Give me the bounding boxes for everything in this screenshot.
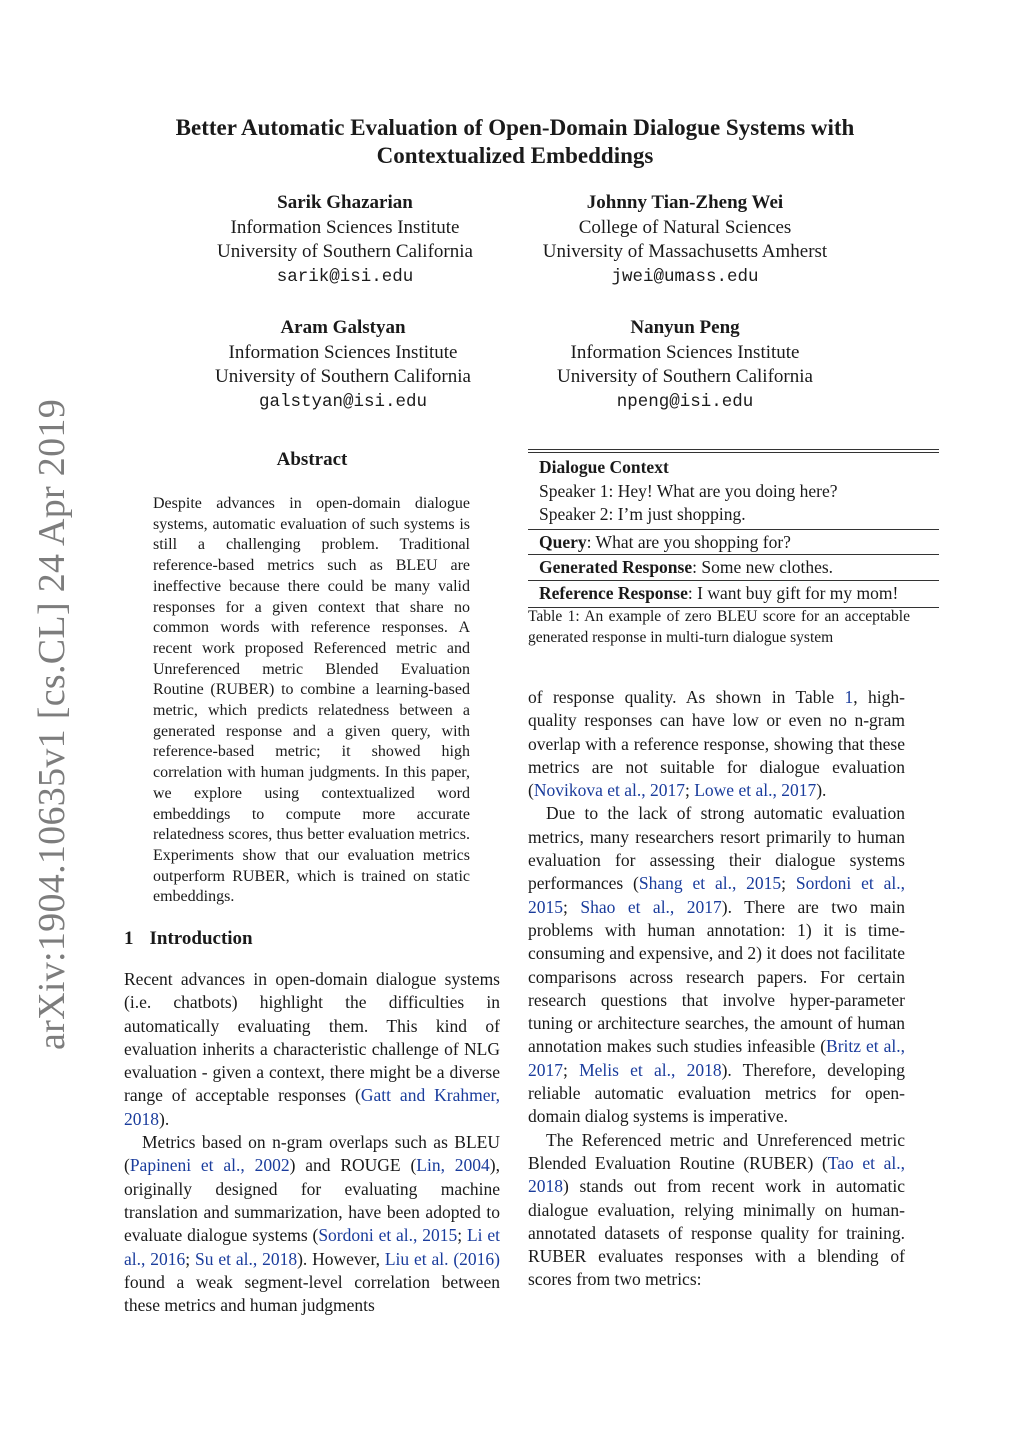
section-title: Introduction (149, 928, 253, 949)
table-label: Generated Response (539, 557, 693, 577)
paragraph-text: found a weak segment-level correlation between these metrics and human judgments (124, 1271, 500, 1316)
citation-link[interactable]: Sordoni et al., 2015 (528, 873, 905, 917)
paragraph-text: Recent advances in open-domain dialogue systems (i.e. chatbots) highlight the difficulties in automatically evaluating them. This kind of evaluation inherits a characteristic challenge of NLG evaluation - given a context, there might be a diverse range of acceptable responses ( (124, 969, 500, 1106)
citation-link[interactable]: Gatt and Krahmer, 2018 (124, 1085, 501, 1129)
table-row-query (528, 531, 939, 555)
paragraph-text: ). (159, 1108, 170, 1129)
author-email[interactable]: npeng@isi.edu (616, 391, 754, 412)
citation-link[interactable]: Lowe et al., 2017 (694, 780, 817, 801)
separator: ; (563, 1059, 580, 1080)
author-affiliation: Information Sciences Institute (230, 216, 460, 238)
section-heading-introduction (124, 928, 253, 950)
section-number: 1 (124, 928, 134, 949)
table-cell-speaker2: Speaker 2: I’m just shopping. (539, 504, 746, 524)
paragraph-text: ) and ROUGE ( (289, 1155, 417, 1176)
table-row-generated (528, 556, 939, 580)
author-name: Nanyun Peng (630, 317, 740, 338)
author-affiliation: University of Southern California (557, 366, 813, 387)
author-block (180, 191, 510, 289)
separator: ; (185, 1248, 195, 1269)
citation-link[interactable]: Shao et al., 2017 (580, 896, 722, 917)
author-affiliation: Information Sciences Institute (228, 341, 458, 363)
paragraph-text: Due to the lack of strong automatic evaluation metrics, many researchers resort primarily to human evaluation for assessing their dialogue systems performances ( (528, 803, 905, 894)
table-value: : Some new clothes. (692, 557, 834, 577)
citation-link[interactable]: Li et al., 2016 (124, 1225, 500, 1269)
table-rule (528, 529, 939, 530)
author-affiliation: University of Southern California (217, 241, 473, 262)
table-caption: Table 1: An example of zero BLEU score for an acceptable generated response in multi-turn dialogue system (528, 608, 910, 646)
table-rule (528, 580, 939, 581)
table-cell-context-label: Dialogue Context (539, 457, 669, 477)
table-1 (528, 449, 939, 608)
citation-link[interactable]: Britz et al., 2017 (528, 1036, 905, 1080)
citation-link[interactable]: Lin, 2004 (416, 1155, 490, 1176)
right-column-body (528, 686, 905, 1292)
paragraph-text: of response quality. As shown in Table (528, 687, 845, 707)
author-block (520, 191, 850, 289)
citation-link[interactable]: Liu et al. (2016) (384, 1248, 501, 1269)
paragraph-text: ), originally designed for evaluating machine translation and summarization, have been adopted to evaluate dialogue systems ( (124, 1155, 500, 1246)
citation-link[interactable]: Shang et al., 2015 (638, 873, 782, 894)
abstract-heading: Abstract (276, 449, 348, 470)
citation-link[interactable]: Sordoni et al., 2015 (318, 1225, 458, 1246)
table-ref-link[interactable]: 1 (844, 687, 854, 707)
arxiv-watermark: arXiv:1904.10635v1 [cs.CL] 24 Apr 2019 (31, 399, 73, 1050)
paragraph-text: , high-quality responses can have low or even no n-gram overlap with a reference response, showing that these metrics are not suitable for dialogue evaluation ( (528, 687, 905, 801)
author-affiliation: College of Natural Sciences (578, 216, 792, 238)
paragraph (528, 1129, 905, 1292)
separator: ; (457, 1225, 467, 1246)
author-affiliation: University of Southern California (215, 366, 471, 387)
paragraph-text: Metrics based on n-gram overlaps such as BLEU ( (124, 1132, 500, 1176)
table-rule (528, 554, 939, 555)
paragraph-text: The Referenced metric and Unreferenced metric Blended Evaluation Routine (RUBER) ( (528, 1129, 905, 1173)
author-name: Sarik Ghazarian (277, 192, 413, 213)
author-email[interactable]: sarik@isi.edu (276, 266, 414, 287)
paragraph (124, 968, 500, 1131)
paragraph-text: ). However, (297, 1248, 385, 1269)
citation-link[interactable]: Papineni et al., 2002 (129, 1155, 290, 1176)
paragraph-text: ) stands out from recent work in automatic dialogue evaluation, relying minimally on human-annotated datasets of response quality for training. RUBER evaluates responses with a blending of scores from two metrics: (528, 1176, 905, 1290)
author-name: Johnny Tian-Zheng Wei (586, 192, 784, 213)
left-column-body (124, 968, 500, 1317)
table-cell-speaker1: Speaker 1: Hey! What are you doing here? (539, 480, 838, 501)
citation-link[interactable]: Su et al., 2018 (194, 1248, 298, 1269)
paper-title: Better Automatic Evaluation of Open-Domain Dialogue Systems with Contextualized Embeddings (175, 115, 855, 168)
paragraph (528, 686, 905, 802)
paragraph-text: ). (816, 780, 827, 801)
abstract-text: Despite advances in open-domain dialogue systems, automatic evaluation of such systems is still a challenging problem. Traditional reference-based metrics such as BLEU are ineffective because there could be many valid responses for a given context that share no common words with reference responses. A recent work proposed Referenced metric and Unreferenced metric Blended Evaluation Routine (RUBER) to combine a learning-based metric, which predicts relatedness between a generated response and a given query, with reference-based metric; it showed high correlation with human judgments. In this paper, we explore using contextualized word embeddings to compute more accurate relatedness scores, thus better evaluation metrics. Experiments show that our evaluation metrics outperform RUBER, which is trained on static embeddings. (153, 495, 470, 906)
separator: ; (684, 780, 695, 801)
table-label: Query (539, 531, 587, 552)
paragraph-text: ). Therefore, developing reliable automatic evaluation metrics for open-domain dialog systems is imperative. (528, 1059, 905, 1127)
table-top-rule (528, 449, 939, 453)
author-name: Aram Galstyan (280, 317, 406, 338)
table-label: Reference Response (539, 582, 688, 603)
citation-link[interactable]: Tao et al., 2018 (528, 1152, 905, 1197)
author-affiliation: University of Massachusetts Amherst (542, 241, 828, 262)
author-affiliation: Information Sciences Institute (570, 341, 800, 363)
paragraph-text: ). There are two main problems with human annotation: 1) it is time-consuming and expensive, and 2) it does not facilitate comparisons across research papers. For certain research questions that involve hyper-parameter tuning or architecture searches, the amount of human annotation makes such studies infeasible ( (528, 896, 905, 1057)
paragraph (528, 802, 905, 1128)
author-email[interactable]: galstyan@isi.edu (258, 391, 428, 412)
author-block (520, 316, 850, 414)
table-value: : I want buy gift for my mom! (687, 582, 899, 603)
author-email[interactable]: jwei@umass.edu (611, 266, 759, 287)
citation-link[interactable]: Melis et al., 2018 (579, 1059, 722, 1080)
separator: ; (563, 896, 581, 917)
author-block (178, 316, 508, 414)
separator: ; (781, 873, 796, 894)
table-row-reference (528, 582, 939, 606)
paragraph (124, 1131, 500, 1317)
citation-link[interactable]: Novikova et al., 2017 (533, 780, 685, 801)
table-value: : What are you shopping for? (586, 531, 791, 552)
